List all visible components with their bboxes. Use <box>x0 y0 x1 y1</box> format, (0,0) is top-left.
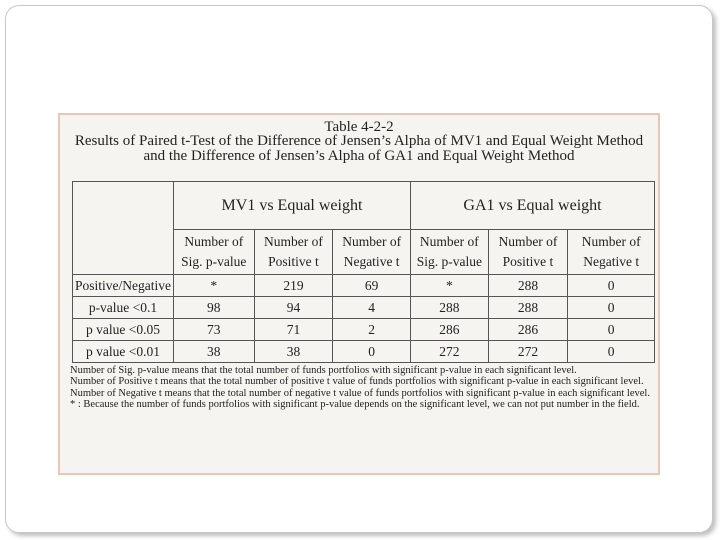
note-text: * : Because the number of funds portfolios with significant p-value depends on the significant level, we can not put number in the field. <box>70 399 640 411</box>
corner-cell <box>73 182 174 275</box>
table-cell: 69 <box>333 275 411 297</box>
table-cell: 94 <box>254 297 333 319</box>
table-cell: 0 <box>568 275 655 297</box>
sub-header: Number of Sig. p-value <box>173 230 254 275</box>
table-cell: * <box>411 275 489 297</box>
table-cell: 0 <box>568 319 655 341</box>
table-cell: 0 <box>568 297 655 319</box>
table-row <box>73 297 655 319</box>
sub-header: Number of Positive t <box>254 230 333 275</box>
group-header-mv1: MV1 vs Equal weight <box>173 182 410 230</box>
sub-header: Number of Negative t <box>333 230 411 275</box>
scanned-table-image <box>58 113 660 475</box>
table-cell: 38 <box>254 341 333 363</box>
sub-header: Number of Negative t <box>568 230 655 275</box>
row-label: p value <0.01 <box>73 341 174 363</box>
table-cell: 0 <box>333 341 411 363</box>
table-cell: 0 <box>568 341 655 363</box>
table-cell: 219 <box>254 275 333 297</box>
table-cell: 288 <box>488 297 568 319</box>
table-row <box>73 275 655 297</box>
row-label: Positive/Negative <box>73 275 174 297</box>
note-text: Number of Positive t means that the total number of positive t value of funds portfolios with significant p-value in each significant level. <box>70 376 644 388</box>
table-cell: 272 <box>488 341 568 363</box>
table-cell: 286 <box>411 319 489 341</box>
group-header-ga1: GA1 vs Equal weight <box>411 182 655 230</box>
sub-header: Number of Sig. p-value <box>411 230 489 275</box>
table-cell: 73 <box>173 319 254 341</box>
table-row <box>73 319 655 341</box>
table-cell: 38 <box>173 341 254 363</box>
table-cell: 272 <box>411 341 489 363</box>
table-cell: 4 <box>333 297 411 319</box>
table-cell: 286 <box>488 319 568 341</box>
table-cell: 288 <box>411 297 489 319</box>
results-table <box>72 181 655 363</box>
table-notes <box>70 365 654 411</box>
table-cell: 98 <box>173 297 254 319</box>
sub-header: Number of Positive t <box>488 230 568 275</box>
row-label: p value <0.05 <box>73 319 174 341</box>
table-cell: 288 <box>488 275 568 297</box>
table-cell: * <box>173 275 254 297</box>
note-text: Number of Sig. p-value means that the total number of funds portfolios with significant p-value in each significant level. <box>70 365 577 376</box>
table-cell: 71 <box>254 319 333 341</box>
table-cell: 2 <box>333 319 411 341</box>
table-row <box>73 341 655 363</box>
table-title: Results of Paired t-Test of the Difference of Jensen’s Alpha of MV1 and Equal Weight Method and the Difference of Jensen’s Alpha of GA1 and Equal Weight Method <box>74 133 644 164</box>
table-label: Table 4-2-2 <box>324 119 394 135</box>
row-label: p-value <0.1 <box>73 297 174 319</box>
note-text: Number of Negative t means that the total number of negative t value of funds portfolios with significant p-value in each significant level. <box>70 387 650 399</box>
group-header-row <box>73 182 655 230</box>
